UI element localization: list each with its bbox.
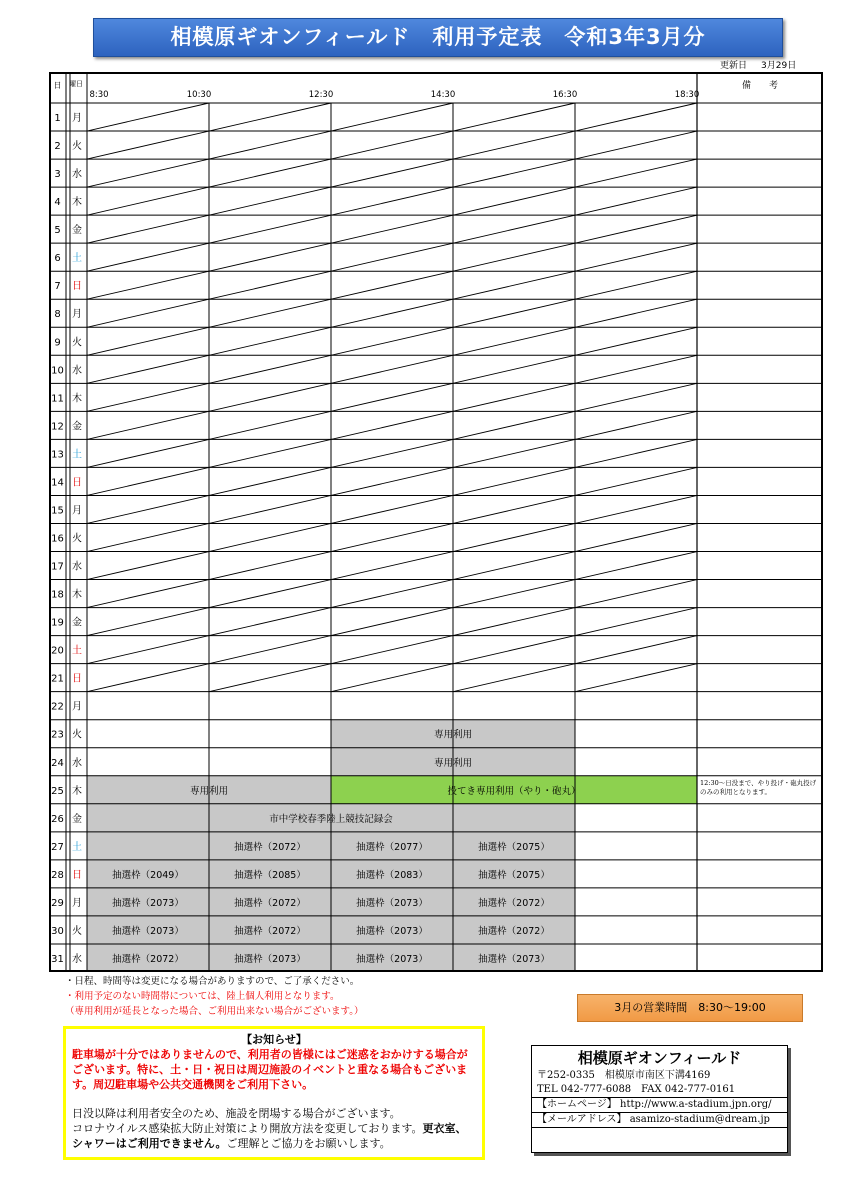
weekday-label: 月 [72,701,82,713]
weekday-label: 火 [72,729,82,741]
weekday-label: 木 [72,393,82,405]
header-weekday: 曜日 [69,80,83,88]
hatch-line [87,327,209,355]
header-time: 10:30 [186,90,212,100]
hatch-line [87,299,209,327]
day-number: 12 [51,421,64,433]
hatch-line [87,580,209,608]
hatch-line [575,608,697,636]
notice-box [63,1026,485,1160]
updated-label: 更新日 [720,61,748,71]
header-time: 16:30 [552,90,578,100]
header-remarks: 備 考 [741,81,779,91]
hatch-line [575,467,697,495]
weekday-label: 日 [72,281,82,293]
header-time: 12:30 [308,90,334,100]
header-day: 日 [53,81,62,90]
hatch-line [87,103,209,131]
hatch-line [575,355,697,383]
hatch-line [575,495,697,523]
hatch-line [87,664,209,692]
day-number: 7 [54,281,61,293]
day-number: 9 [54,337,61,349]
day-number: 23 [51,729,64,741]
weekday-label: 火 [72,337,82,349]
hatch-line [575,664,697,692]
weekday-label: 木 [72,197,82,209]
hatch-line [331,243,453,271]
contact-mail[interactable]: 【メールアドレス】 asamizo-stadium@dream.jp [532,1113,787,1128]
hatch-line [87,187,209,215]
day-number: 31 [51,953,64,965]
schedule-notes [65,974,364,1019]
hatch-line [331,187,453,215]
weekday-label: 金 [72,225,82,237]
hatch-line [331,327,453,355]
hatch-line [453,636,575,664]
hatch-line [331,580,453,608]
hatch-line [209,327,331,355]
day-number: 11 [51,393,64,405]
notice-sunset: 日没以降は利用者安全のため、施設を閉場する場合がございます。 [72,1107,401,1120]
day-number: 16 [51,533,64,545]
hatch-line [87,467,209,495]
day-number: 13 [51,449,64,461]
hatch-line [575,159,697,187]
hatch-line [331,271,453,299]
hatch-line [87,411,209,439]
hatch-line [453,383,575,411]
hatch-line [209,664,331,692]
hatch-line [209,159,331,187]
day-number: 2 [54,141,61,153]
hatch-line [331,103,453,131]
hatch-line [331,299,453,327]
booking-label: 専用利用 [433,757,473,769]
hatch-line [331,439,453,467]
booking-label: 抽選枠（2049） [112,869,184,881]
weekday-label: 日 [72,477,82,489]
weekday-label: 月 [72,113,82,125]
hatch-line [453,495,575,523]
weekday-label: 月 [72,897,82,909]
day-number: 26 [51,813,64,825]
day-number: 4 [54,197,61,209]
schedule-table [49,72,823,972]
booking-label: 抽選枠（2072） [478,897,550,909]
booking-label: 専用利用 [189,785,229,797]
hatch-line [575,103,697,131]
hatch-line [453,187,575,215]
hatch-line [331,467,453,495]
updated-value: 3月29日 [761,61,797,71]
booking-label: 投てき専用利用（やり・砲丸） [447,785,581,797]
contact-tel: TEL 042-777-6088 FAX 042-777-0161 [532,1083,787,1098]
weekday-label: 水 [72,561,82,573]
booking-label: 専用利用 [433,729,473,741]
note-line-2: ・利用予定のない時間帯については、陸上個人利用となります。 [65,991,340,1002]
weekday-label: 火 [72,533,82,545]
booking-label: 抽選枠（2073） [478,953,550,965]
booking-label: 抽選枠（2073） [356,925,428,937]
hatch-line [209,439,331,467]
weekday-label: 水 [72,757,82,769]
hatch-line [331,636,453,664]
day-number: 17 [51,561,64,573]
booking-label: 抽選枠（2073） [356,953,428,965]
weekday-label: 金 [72,617,82,629]
hatch-line [453,103,575,131]
day-number: 21 [51,673,64,685]
hatch-line [87,243,209,271]
hatch-line [331,215,453,243]
booking-label: 市中学校春季陸上競技記録会 [269,813,393,825]
day-number: 24 [51,757,64,769]
hatch-line [331,495,453,523]
day-number: 10 [51,365,64,377]
hatch-line [209,411,331,439]
hatch-line [209,299,331,327]
notice-head: 【お知らせ】 [241,1033,307,1046]
hatch-line [331,383,453,411]
hatch-line [209,187,331,215]
hatch-line [575,636,697,664]
weekday-label: 土 [72,449,82,461]
weekday-label: 土 [72,645,82,657]
hatch-line [87,355,209,383]
hatch-line [87,523,209,551]
day-number: 25 [51,785,64,797]
weekday-label: 日 [72,869,82,881]
day-number: 1 [54,113,61,125]
hatch-line [453,552,575,580]
hatch-line [87,215,209,243]
day-number: 20 [51,645,64,657]
hatch-line [453,159,575,187]
contact-address: 〒252-0335 相模原市南区下溝4169 [537,1070,711,1081]
booking-label: 抽選枠（2073） [112,925,184,937]
booking-label: 抽選枠（2073） [234,953,306,965]
note-line-3: （専用利用が延長となった場合、ご利用出来ない場合がございます。） [65,1006,364,1017]
contact-box [531,1045,788,1153]
hatch-line [87,495,209,523]
hatch-line [575,552,697,580]
hatch-line [575,439,697,467]
contact-web[interactable]: 【ホームページ】 http://www.a-stadium.jpn.org/ [532,1098,787,1113]
hatch-line [209,355,331,383]
weekday-label: 火 [72,925,82,937]
remark-25: 12:30～日没まで、やり投げ・砲丸投げのみの利用となります。 [700,778,817,796]
notice-parking: 駐車場が十分ではありませんので、利用者の皆様にはご迷惑をおかけする場合がございます。特に、土・日・祝日は周辺施設のイベントと重なる場合もございます。周辺駐車場や公共交通機関をご利用下さい。 [72,1048,468,1091]
hatch-line [575,383,697,411]
weekday-label: 土 [72,841,82,853]
hatch-line [453,131,575,159]
hatch-line [87,271,209,299]
hatch-line [87,131,209,159]
hatch-line [453,243,575,271]
hatch-line [575,187,697,215]
hatch-line [87,608,209,636]
header-time: 18:30 [674,90,700,100]
booking-label: 抽選枠（2072） [478,925,550,937]
hatch-line [331,664,453,692]
booking-label: 抽選枠（2075） [478,841,550,853]
day-number: 19 [51,617,64,629]
hatch-line [209,552,331,580]
weekday-label: 水 [72,365,82,377]
weekday-label: 金 [72,813,82,825]
hatch-line [87,552,209,580]
weekday-label: 木 [72,589,82,601]
hatch-line [209,383,331,411]
weekday-label: 日 [72,673,82,685]
hatch-line [209,636,331,664]
booking-label: 抽選枠（2073） [356,897,428,909]
hatch-line [209,103,331,131]
hatch-line [575,523,697,551]
hatch-line [87,439,209,467]
day-number: 30 [51,925,64,937]
booking-label: 抽選枠（2072） [234,925,306,937]
hatch-line [575,131,697,159]
booking-label: 抽選枠（2075） [478,869,550,881]
hatch-line [87,383,209,411]
day-number: 28 [51,869,64,881]
day-number: 3 [54,169,61,181]
booking-label: 抽選枠（2073） [112,897,184,909]
booking-label: 抽選枠（2072） [234,897,306,909]
hatch-line [209,580,331,608]
weekday-label: 月 [72,505,82,517]
hatch-line [453,467,575,495]
hatch-line [331,159,453,187]
hatch-line [331,131,453,159]
hatch-line [575,243,697,271]
booking-label: 抽選枠（2085） [234,869,306,881]
weekday-label: 土 [72,253,82,265]
hatch-line [209,131,331,159]
hatch-line [575,299,697,327]
day-number: 5 [54,225,61,237]
booking-label: 抽選枠（2077） [356,841,428,853]
day-number: 29 [51,897,64,909]
hatch-line [209,215,331,243]
weekday-label: 火 [72,141,82,153]
hatch-line [453,271,575,299]
hatch-line [209,523,331,551]
hatch-line [453,608,575,636]
day-number: 8 [54,309,61,321]
hatch-line [453,664,575,692]
weekday-label: 木 [72,785,82,797]
booking-label: 抽選枠（2072） [112,953,184,965]
hatch-line [453,523,575,551]
day-number: 6 [54,253,61,265]
booking-label: 抽選枠（2072） [234,841,306,853]
hatch-line [453,355,575,383]
contact-name: 相模原ギオンフィールド [577,1049,742,1067]
business-hours: 3月の営業時間 8:30～19:00 [577,994,803,1022]
hatch-line [575,271,697,299]
hatch-line [453,580,575,608]
day-number: 15 [51,505,64,517]
updated-date [720,58,796,71]
hatch-line [331,523,453,551]
hatch-line [453,299,575,327]
hatch-line [209,467,331,495]
hatch-line [331,608,453,636]
header-time: 14:30 [430,90,456,100]
day-number: 18 [51,589,64,601]
day-number: 14 [51,477,64,489]
hatch-line [575,411,697,439]
page-title: 相模原ギオンフィールド 利用予定表 令和3年3月分 [93,18,783,57]
booking-label: 抽選枠（2083） [356,869,428,881]
hatch-line [209,608,331,636]
hatch-line [87,636,209,664]
hatch-line [331,552,453,580]
hatch-line [87,159,209,187]
weekday-label: 金 [72,421,82,433]
hatch-line [209,243,331,271]
day-number: 27 [51,841,64,853]
header-time: 8:30 [89,90,109,100]
hatch-line [209,271,331,299]
hatch-line [453,411,575,439]
booking-cell [87,832,209,860]
hatch-line [453,327,575,355]
weekday-label: 水 [72,953,82,965]
day-number: 22 [51,701,64,713]
hatch-line [331,411,453,439]
hatch-line [209,495,331,523]
hatch-line [331,355,453,383]
hatch-line [453,439,575,467]
hatch-line [575,215,697,243]
weekday-label: 月 [72,309,82,321]
hatch-line [575,580,697,608]
hatch-line [453,215,575,243]
notice-covid: コロナウイルス感染拡大防止対策により開放方法を変更しております。更衣室、シャワーはご利用できません。ご理解とご協力をお願いします。 [72,1122,467,1150]
hatch-line [575,327,697,355]
note-line-1: ・日程、時間等は変更になる場合がありますので、ご了承ください。 [65,976,360,987]
weekday-label: 水 [72,169,82,181]
